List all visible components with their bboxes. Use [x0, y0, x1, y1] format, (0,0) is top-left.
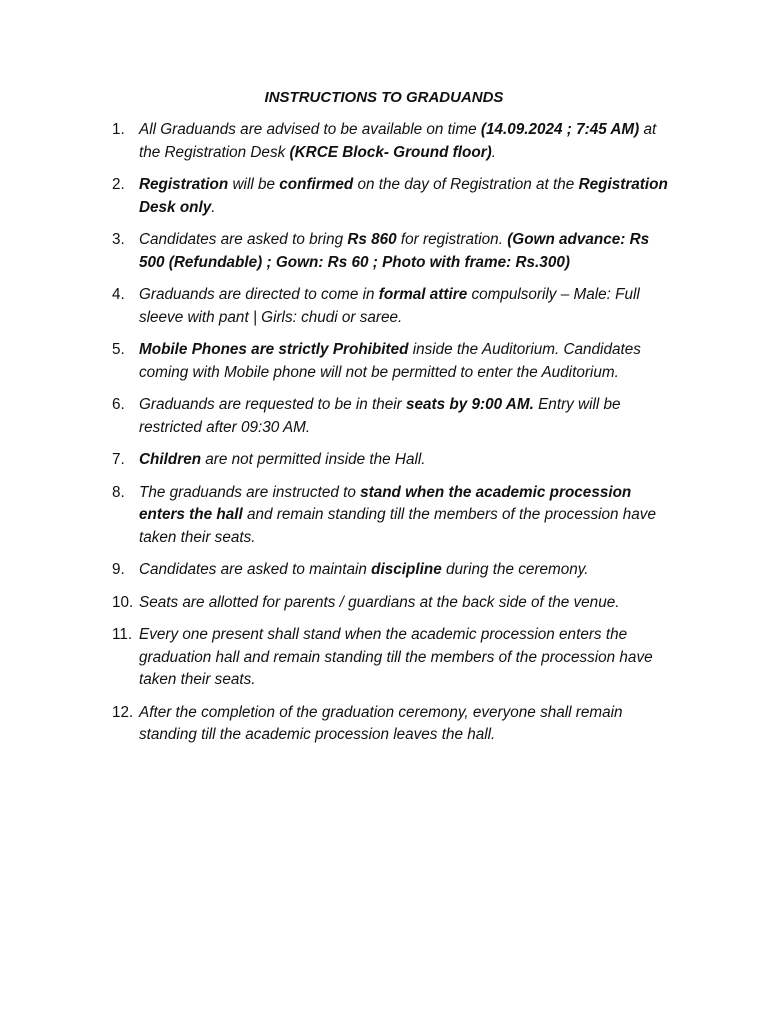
body-text: during the ceremony.: [441, 561, 589, 578]
emphasis-text: discipline: [371, 561, 442, 578]
body-text: After the completion of the graduation ceremony, everyone shall remain standing till the academic procession leaves the hall.: [139, 703, 623, 743]
instruction-number: 12.: [112, 703, 134, 721]
emphasis-text: Rs 860: [347, 231, 397, 248]
instruction-number: 10.: [112, 593, 134, 611]
body-text: The graduands are instructed to: [139, 483, 361, 501]
instruction-text: [139, 286, 640, 326]
emphasis-text: formal attire: [378, 286, 468, 303]
instruction-text: [139, 484, 656, 546]
instruction-item: [112, 702, 678, 747]
instruction-number: 1.: [112, 121, 125, 138]
instruction-item: [112, 592, 678, 615]
emphasis-text: confirmed: [279, 176, 354, 193]
instruction-number: 2.: [112, 176, 125, 193]
instruction-text: [139, 341, 641, 381]
body-text: inside the Auditorium. Candidates coming with Mobile phone will not be permitted to enter the Auditorium.: [139, 341, 641, 381]
instruction-item: [112, 449, 678, 472]
body-text: Graduands are requested to be in their: [139, 396, 407, 413]
emphasis-text: Registration: [139, 176, 229, 193]
instruction-text: [139, 121, 656, 161]
body-text: are not permitted inside the Hall.: [201, 451, 426, 468]
body-text: at the Registration Desk: [139, 121, 657, 161]
emphasis-text: stand when the academic procession enters the hall: [139, 483, 632, 523]
emphasis-text: Mobile Phones are strictly Prohibited: [139, 341, 409, 358]
emphasis-text: (Gown advance: Rs 500 (Refundable) ; Gown: Rs 60 ; Photo with frame: Rs.300): [139, 231, 650, 271]
emphasis-text: (KRCE Block- Ground floor): [289, 143, 492, 161]
instruction-item: [112, 339, 678, 384]
instruction-item: [112, 284, 678, 329]
instruction-item: [112, 482, 678, 550]
instruction-text: [139, 451, 426, 468]
body-text: Every one present shall stand when the academic procession enters the graduation hall and remain standing till the members of the procession have taken their seats.: [139, 626, 653, 688]
instruction-number: 9.: [112, 561, 125, 578]
body-text: compulsorily – Male: Full sleeve with pant | Girls: chudi or saree.: [139, 286, 640, 326]
body-text: for registration.: [396, 231, 508, 248]
instruction-text: [139, 231, 649, 271]
instructions-list: [112, 119, 678, 757]
body-text: will be: [228, 176, 280, 193]
emphasis-text: seats by 9:00 AM.: [406, 396, 534, 413]
instruction-item: [112, 394, 678, 439]
instruction-item: [112, 229, 678, 274]
instruction-number: 8.: [112, 483, 125, 501]
body-text: Candidates are asked to bring: [139, 231, 348, 248]
body-text: .: [491, 143, 496, 161]
instruction-text: [139, 561, 589, 578]
body-text: All Graduands are advised to be available on time: [139, 121, 481, 138]
body-text: Seats are allotted for parents / guardians at the back side of the venue.: [139, 593, 620, 611]
body-text: .: [211, 198, 216, 216]
body-text: Candidates are asked to maintain: [139, 561, 372, 578]
instruction-text: [139, 704, 623, 744]
body-text: and remain standing till the members of the procession have taken their seats.: [139, 506, 656, 546]
emphasis-text: Children: [139, 451, 202, 468]
emphasis-text: Registration Desk only: [139, 176, 668, 216]
body-text: on the day of Registration at the: [353, 176, 579, 193]
instruction-text: [139, 594, 619, 611]
instruction-number: 7.: [112, 451, 125, 468]
instruction-item: [112, 624, 678, 692]
instruction-number: 4.: [112, 286, 125, 303]
body-text: Graduands are directed to come in: [139, 286, 379, 303]
instruction-number: 6.: [112, 396, 125, 413]
instruction-text: [139, 396, 621, 436]
instruction-text: [139, 176, 668, 216]
instruction-number: 11.: [112, 626, 133, 643]
body-text: Entry will be restricted after 09:30 AM.: [139, 396, 621, 436]
instruction-number: 3.: [112, 231, 125, 248]
instruction-item: [112, 119, 678, 164]
instruction-text: [139, 626, 653, 688]
instruction-item: [112, 174, 678, 219]
instruction-number: 5.: [112, 341, 125, 358]
instruction-item: [112, 559, 678, 582]
document-title: INSTRUCTIONS TO GRADUANDS: [264, 89, 504, 106]
emphasis-text: (14.09.2024 ; 7:45 AM): [480, 121, 640, 138]
